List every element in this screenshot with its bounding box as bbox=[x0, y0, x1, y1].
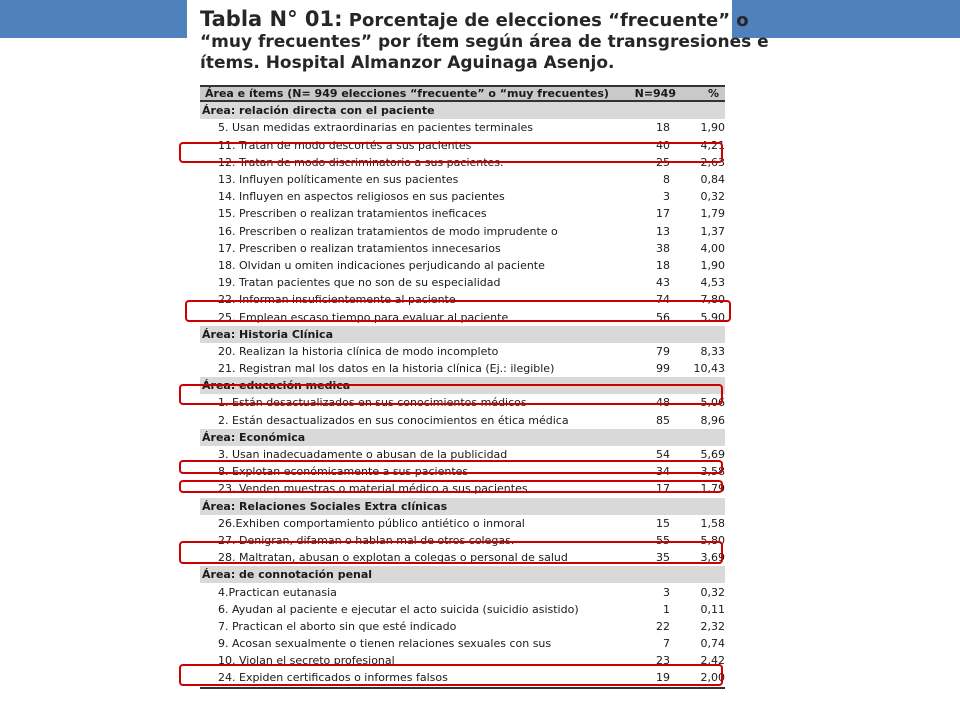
title-line-1-text: Porcentaje de elecciones “frecuente” o bbox=[348, 10, 749, 31]
row-percent: 0,74 bbox=[700, 637, 725, 651]
row-label: 15. Prescriben o realizan tratamientos ineficaces bbox=[218, 207, 487, 221]
row-percent: 0,84 bbox=[700, 173, 725, 187]
row-count: 22 bbox=[656, 619, 670, 633]
table-row bbox=[200, 635, 725, 652]
row-label: 24. Expiden certificados o informes falsos bbox=[218, 671, 448, 685]
row-percent: 1,79 bbox=[700, 207, 725, 221]
row-label: 1. Están desactualizados en sus conocimientos médicos bbox=[218, 396, 527, 410]
row-percent: 2,00 bbox=[700, 671, 725, 685]
row-percent: 10,43 bbox=[693, 362, 725, 376]
row-label: 18. Olvidan u omiten indicaciones perjudicando al paciente bbox=[218, 258, 545, 272]
row-count: 38 bbox=[656, 241, 670, 255]
row-percent: 1,90 bbox=[700, 121, 725, 135]
title-line-3: ítems. Hospital Almanzor Aguinaga Asenjo. bbox=[200, 53, 615, 73]
row-count: 79 bbox=[656, 344, 670, 358]
table-row bbox=[200, 343, 725, 360]
row-percent: 2,42 bbox=[700, 654, 725, 668]
row-percent: 1,79 bbox=[700, 482, 725, 496]
highlight-item-10 bbox=[179, 664, 723, 686]
highlight-item-27 bbox=[179, 541, 723, 564]
row-label: Área: educación medica bbox=[202, 379, 351, 393]
row-label: 20. Realizan la historia clínica de modo incompleto bbox=[218, 344, 499, 358]
row-label: 13. Influyen políticamente en sus pacientes bbox=[218, 173, 459, 187]
table-title bbox=[200, 7, 769, 74]
row-count: 40 bbox=[656, 138, 670, 152]
table-header bbox=[200, 85, 725, 102]
row-percent: 0,11 bbox=[700, 602, 725, 616]
row-percent: 8,96 bbox=[700, 413, 725, 427]
row-count: 7 bbox=[663, 637, 670, 651]
row-label: 22. Informan insuficientemente al paciente bbox=[218, 293, 456, 307]
area-row bbox=[200, 566, 725, 583]
row-count: 34 bbox=[656, 465, 670, 479]
row-count: 35 bbox=[656, 551, 670, 565]
row-label: 16. Prescriben o realizan tratamientos de modo imprudente o bbox=[218, 224, 558, 238]
row-percent: 8,33 bbox=[700, 344, 725, 358]
area-row bbox=[200, 326, 725, 343]
row-label: 2. Están desactualizados en sus conocimientos en ética médica bbox=[218, 413, 569, 427]
row-count: 3 bbox=[663, 585, 670, 599]
row-percent: 5,80 bbox=[700, 533, 725, 547]
area-row bbox=[200, 102, 725, 119]
row-label: 25. Emplean escaso tiempo para evaluar al paciente bbox=[218, 310, 509, 324]
row-count: 13 bbox=[656, 224, 670, 238]
table-row bbox=[200, 119, 725, 136]
row-label: 8. Explotan económicamente a sus pacientes bbox=[218, 465, 469, 479]
row-count: 3 bbox=[663, 190, 670, 204]
row-count: 15 bbox=[656, 516, 670, 530]
header-col-items: Área e ítems (N= 949 elecciones “frecuente” o “muy frecuentes) bbox=[205, 87, 609, 101]
row-count: 56 bbox=[656, 310, 670, 324]
row-count: 54 bbox=[656, 448, 670, 462]
row-label: 21. Registran mal los datos en la historia clínica (Ej.: ilegible) bbox=[218, 362, 555, 376]
row-label: 28. Maltratan, abusan o explotan a colegas o personal de salud bbox=[218, 551, 568, 565]
row-label: 4.Practican eutanasia bbox=[218, 585, 337, 599]
row-label: 19. Tratan pacientes que no son de su especialidad bbox=[218, 276, 501, 290]
header-col-pct: % bbox=[707, 87, 719, 101]
row-percent: 4,00 bbox=[700, 241, 725, 255]
row-count: 17 bbox=[656, 482, 670, 496]
table-row bbox=[200, 188, 725, 205]
title-line-1 bbox=[200, 7, 749, 32]
row-label: 7. Practican el aborto sin que esté indicado bbox=[218, 619, 457, 633]
highlight-area-educacion bbox=[179, 384, 723, 405]
row-percent: 5,06 bbox=[700, 396, 725, 410]
table-row bbox=[200, 360, 725, 377]
row-label: 5. Usan medidas extraordinarias en pacientes terminales bbox=[218, 121, 534, 135]
table-row bbox=[200, 274, 725, 291]
row-count: 55 bbox=[656, 533, 670, 547]
highlight-item-8 bbox=[179, 480, 725, 496]
row-count: 25 bbox=[656, 155, 670, 169]
row-label: Área: Historia Clínica bbox=[202, 327, 333, 341]
row-label: Área: Relaciones Sociales Extra clínicas bbox=[202, 499, 448, 513]
table-row bbox=[200, 257, 725, 274]
highlight-item-11 bbox=[179, 142, 723, 163]
table-row bbox=[200, 583, 725, 600]
table-row bbox=[200, 412, 725, 429]
row-label: 11. Tratan de modo descortés a sus pacientes bbox=[218, 138, 472, 152]
row-label: 17. Prescriben o realizan tratamientos innecesarios bbox=[218, 241, 501, 255]
row-label: Área: de connotación penal bbox=[202, 568, 373, 582]
table-row bbox=[200, 240, 725, 257]
row-percent: 0,32 bbox=[700, 190, 725, 204]
table-row bbox=[200, 223, 725, 240]
title-line-2: “muy frecuentes” por ítem según área de transgresiones e bbox=[200, 32, 769, 52]
row-percent: 1,37 bbox=[700, 224, 725, 238]
highlight-item-22 bbox=[185, 300, 731, 322]
row-label: 27. Denigran, difaman o hablan mal de otros colegas. bbox=[218, 533, 515, 547]
table-row bbox=[200, 171, 725, 188]
row-label: 12. Tratan de modo discriminatorio a sus pacientes. bbox=[218, 155, 504, 169]
table-row bbox=[200, 618, 725, 635]
row-percent: 2,63 bbox=[700, 155, 725, 169]
row-count: 43 bbox=[656, 276, 670, 290]
row-count: 19 bbox=[656, 671, 670, 685]
row-count: 18 bbox=[656, 258, 670, 272]
table-row bbox=[200, 601, 725, 618]
row-count: 18 bbox=[656, 121, 670, 135]
table-row bbox=[200, 205, 725, 222]
row-count: 1 bbox=[663, 602, 670, 616]
row-percent: 5,69 bbox=[700, 448, 725, 462]
header-col-n: N=949 bbox=[634, 87, 676, 101]
row-percent: 5,90 bbox=[700, 310, 725, 324]
table-row bbox=[200, 515, 725, 532]
row-label: 23. Venden muestras o material médico a sus pacientes bbox=[218, 482, 528, 496]
highlight-item-3 bbox=[179, 460, 723, 474]
row-percent: 1,90 bbox=[700, 258, 725, 272]
row-count: 74 bbox=[656, 293, 670, 307]
row-count: 8 bbox=[663, 173, 670, 187]
title-prefix: Tabla N° 01: bbox=[200, 7, 343, 31]
row-percent: 4,53 bbox=[700, 276, 725, 290]
row-label: Área: relación directa con el paciente bbox=[202, 104, 435, 118]
area-row bbox=[200, 498, 725, 515]
row-percent: 2,32 bbox=[700, 619, 725, 633]
row-count: 23 bbox=[656, 654, 670, 668]
row-count: 17 bbox=[656, 207, 670, 221]
row-label: 10. Violan el secreto profesional bbox=[218, 654, 395, 668]
row-label: 6. Ayudan al paciente e ejecutar el acto suicida (suicidio asistido) bbox=[218, 602, 579, 616]
row-label: 9. Acosan sexualmente o tienen relaciones sexuales con sus bbox=[218, 637, 552, 651]
table-bottom-rule bbox=[200, 687, 725, 689]
row-label: Área: Económica bbox=[202, 430, 306, 444]
row-count: 99 bbox=[656, 362, 670, 376]
row-label: 26.Exhiben comportamiento público antiético o inmoral bbox=[218, 516, 525, 530]
row-count: 85 bbox=[656, 413, 670, 427]
row-percent: 7,80 bbox=[700, 293, 725, 307]
row-percent: 0,32 bbox=[700, 585, 725, 599]
area-row bbox=[200, 429, 725, 446]
row-percent: 1,58 bbox=[700, 516, 725, 530]
row-percent: 4,21 bbox=[700, 138, 725, 152]
row-label: 14. Influyen en aspectos religiosos en sus pacientes bbox=[218, 190, 505, 204]
row-percent: 3,58 bbox=[700, 465, 725, 479]
row-label: 3. Usan inadecuadamente o abusan de la publicidad bbox=[218, 448, 508, 462]
row-percent: 3,69 bbox=[700, 551, 725, 565]
row-count: 48 bbox=[656, 396, 670, 410]
